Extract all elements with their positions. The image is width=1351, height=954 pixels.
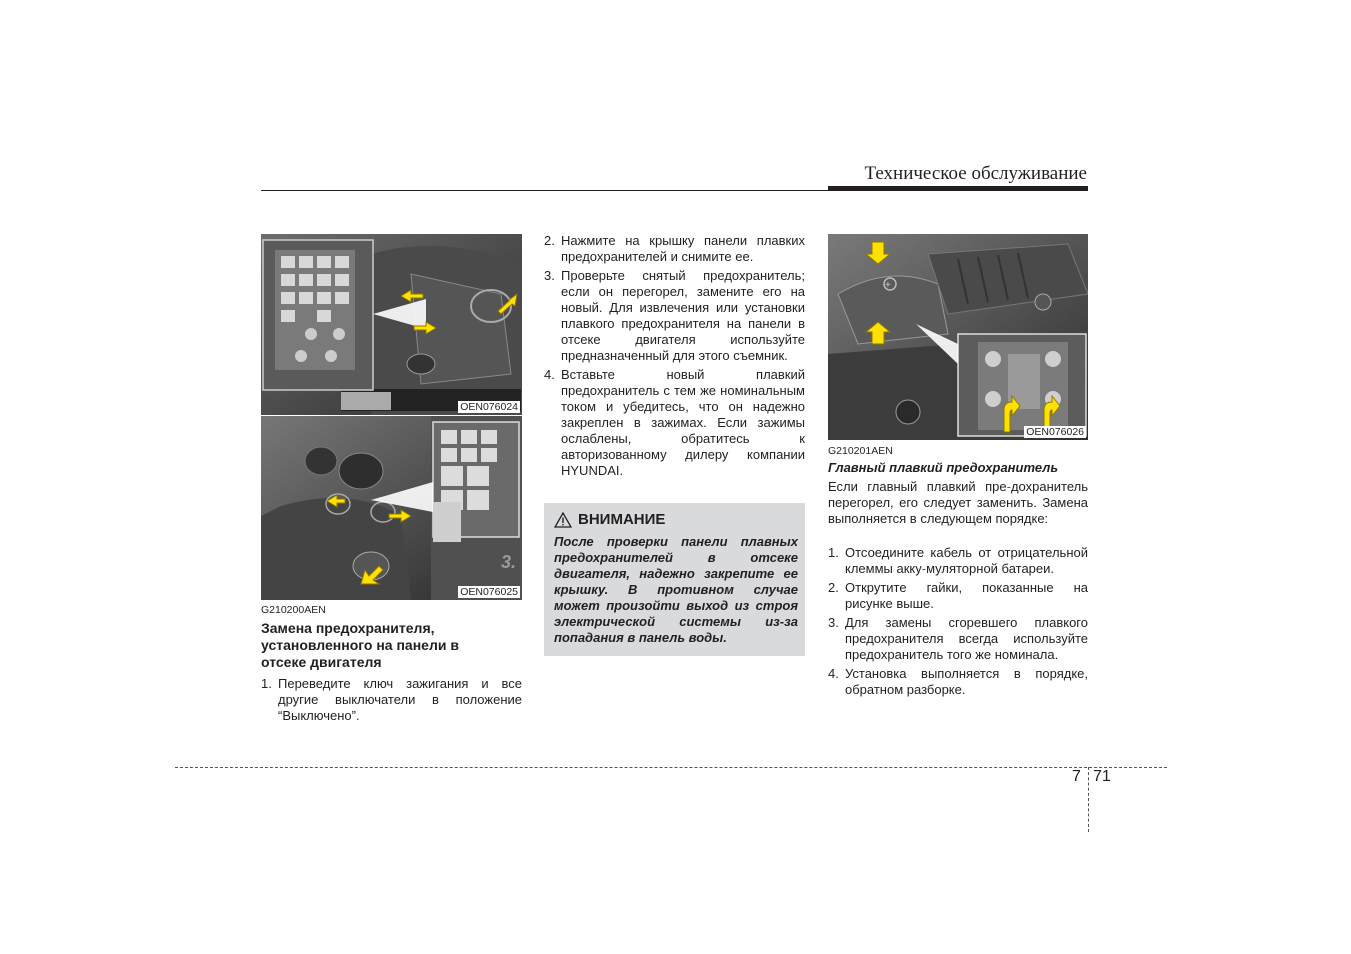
- warning-triangle-icon: [554, 512, 572, 528]
- list-item-text: Переведите ключ зажигания и все другие выключатели в положение “Выключено”.: [278, 676, 522, 723]
- list-item-number: 1.: [828, 545, 839, 560]
- svg-text:+: +: [885, 280, 891, 291]
- intro-paragraph: [828, 479, 1088, 527]
- list-item-text: [845, 545, 1088, 577]
- figure-main-fuse: [828, 234, 1088, 440]
- header-title: Техническое обслуживание: [864, 163, 1087, 184]
- section-title-line: Замена предохранителя,: [261, 620, 435, 636]
- header-rule-accent: [828, 186, 1088, 191]
- steps-list-left: [261, 676, 522, 727]
- page-number: 71: [1093, 768, 1111, 785]
- intro-text: дохранитель перегорел, его следует заменить. Замена выполняется в следующем порядке:: [828, 479, 1088, 526]
- list-item-number: 4.: [828, 666, 839, 681]
- figure-code: OEN076025: [460, 586, 518, 598]
- chapter-number: 7: [1072, 768, 1081, 785]
- list-item-text: Вставьте новый плавкий предохранитель с тем же номинальным током и убедитесь, что он надежно закреплен в зажимах. Если зажимы ослаблены, обратитесь к авторизованному дилеру компании HYUNDAI.: [561, 367, 805, 478]
- warning-text: После проверки панели плавных предохранителей в отсеке двигателя, надежно закрепите ее крышку. В противном случае может произойти выход из строя электрической системы из-за попадания в панель воды.: [554, 534, 798, 645]
- figure-engine-fuse-panel-1: [261, 234, 522, 415]
- section-title-line: установленного на панели в: [261, 637, 459, 653]
- list-item: [261, 676, 522, 724]
- intro-text: Если главный плавкий пре: [828, 479, 1007, 494]
- steps-list-middle: [544, 233, 805, 482]
- list-item-number: 4.: [544, 367, 555, 382]
- list-item: [828, 666, 1088, 698]
- list-item: [828, 615, 1088, 663]
- list-item-number: 2.: [828, 580, 839, 595]
- section-title: Главный плавкий предохранитель: [828, 460, 1059, 475]
- hyphen-mark: -: [921, 561, 927, 576]
- list-item-number: 3.: [544, 268, 555, 283]
- list-item: [544, 233, 805, 265]
- warning-title: ВНИМАНИЕ: [578, 511, 666, 528]
- warning-header: [554, 511, 665, 528]
- figure-code: OEN076026: [1026, 426, 1084, 438]
- figure-engine-fuse-panel-2: [261, 416, 522, 600]
- list-item-text: Проверьте снятый предохранитель; если он перегорел, замените его на новый. Для извлечения или установки плавкого предохранителя на панели в отсеке двигателя используйте предназначенный для этого съемник.: [561, 268, 805, 363]
- section-title-line: отсеке двигателя: [261, 654, 382, 670]
- section-code: G210201AEN: [828, 445, 893, 457]
- footer-dashed-rule: [175, 767, 1167, 768]
- list-item-text: Установка выполняется в порядке, обратном разборке.: [845, 666, 1088, 697]
- list-item-number: 2.: [544, 233, 555, 248]
- svg-text:3.: 3.: [501, 552, 517, 572]
- list-item-number: 3.: [828, 615, 839, 630]
- steps-list-right: [828, 545, 1088, 701]
- section-title: [261, 620, 523, 671]
- warning-box: [544, 503, 805, 656]
- list-item-text-part: Отсоедините кабель от отрицательной клеммы акку: [845, 545, 1088, 576]
- section-code: G210200AEN: [261, 604, 326, 616]
- list-item: [828, 580, 1088, 612]
- list-item-text: Для замены сгоревшего плавкого предохранителя всегда используйте предохранитель того же номинала.: [845, 615, 1088, 662]
- list-item-number: 1.: [261, 676, 272, 691]
- hyphen-mark: -: [1006, 479, 1011, 494]
- list-item-text: Нажмите на крышку панели плавких предохранителей и снимите ее.: [561, 233, 805, 264]
- list-item-text: Открутите гайки, показанные на рисунке выше.: [845, 580, 1088, 611]
- footer-dashed-divider: [1088, 767, 1089, 832]
- list-item-text-part: муляторной батареи.: [926, 561, 1055, 576]
- list-item: [828, 545, 1088, 577]
- list-item: [544, 268, 805, 364]
- figure-code: OEN076024: [460, 401, 518, 413]
- list-item: [544, 367, 805, 479]
